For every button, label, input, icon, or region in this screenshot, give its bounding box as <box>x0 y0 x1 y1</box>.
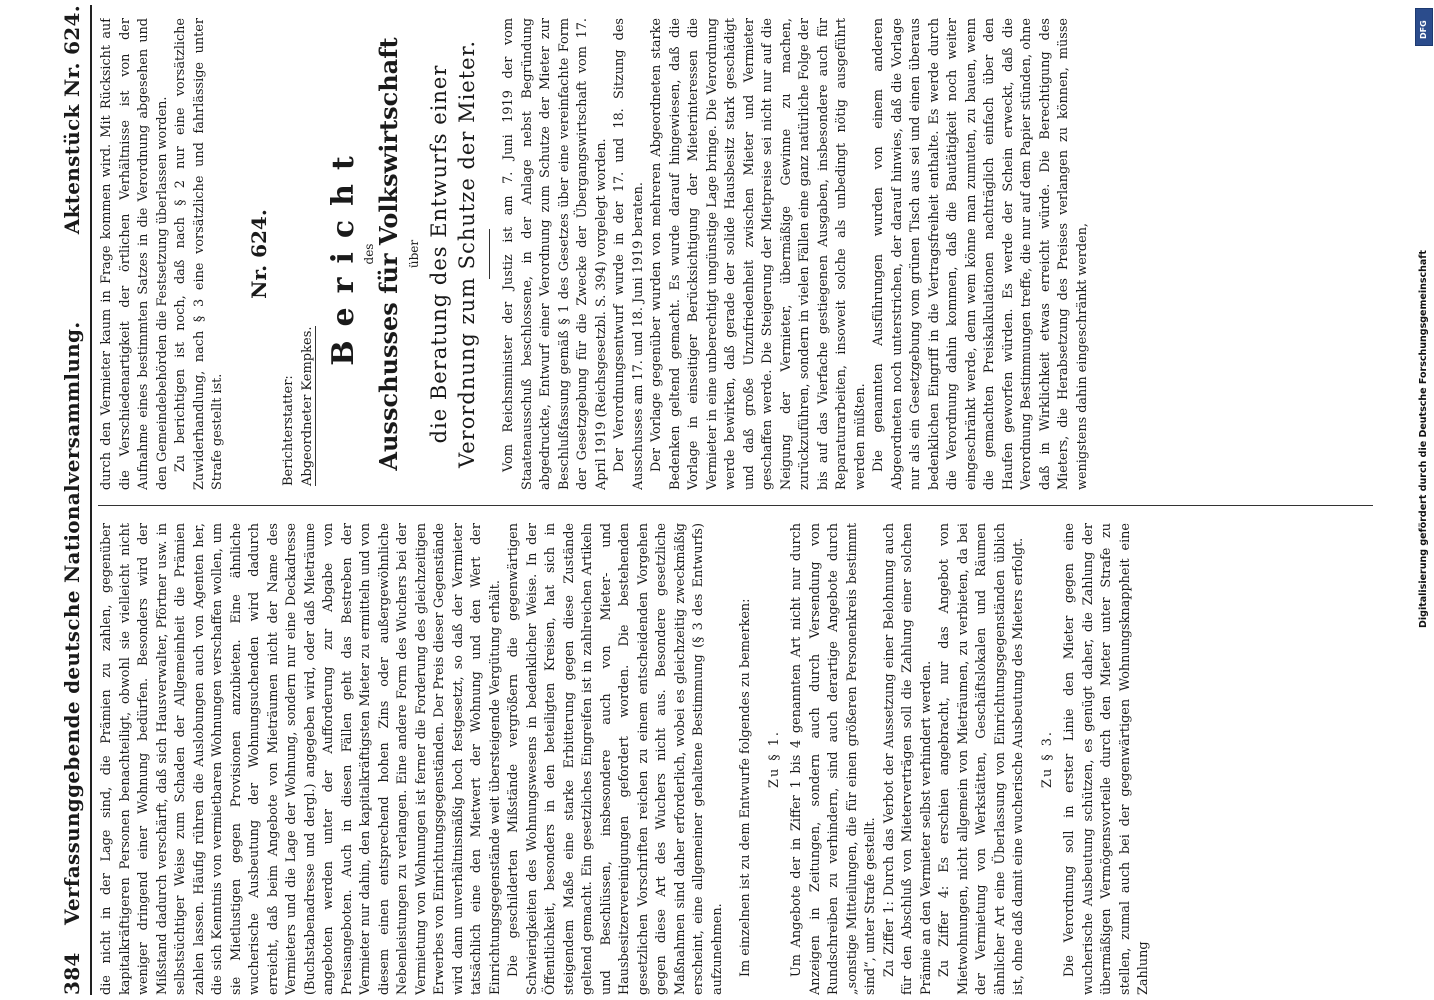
ueber-label: über <box>406 239 421 269</box>
paragraph: Vom Reichsminister der Justiz ist am 7. Juni 1919 der vom Staatenausschuß beschlossene, in der Anlage nebst Begründung abgedruckte, Entwurf einer Verordnung zum Schutze der Mieter zur Beschlußfassung gemäß § 1 des Gesetzes über eine vereinfachte Form der Gesetzgebung für die Zwecke der Übergangswirtschaft vom 17. April 1919 (Reichsgesetzbl. S. 394) vorgelegt worden. <box>501 18 609 490</box>
paragraph: Die Verordnung soll in erster Linie den Mieter gegen eine wucherische Ausbeutung schützen, es genügt daher, die Zahlung der übermäßigen Vermögensvorteile durch den Mieter unter Strafe zu stellen, zumal auch bei der gegenwärtigen Wohnungsknappheit eine Zahlung <box>1062 523 1151 995</box>
dfg-logo-text: DFG <box>1419 20 1428 39</box>
column-divider <box>98 505 1373 506</box>
document-number-heading: Nr. 624. <box>246 209 271 299</box>
header-title: Verfassunggebende deutsche Nationalversammlung. <box>60 321 84 925</box>
paragraph: Der Vorlage gegenüber wurden von mehreren Abgeordneten starke Bedenken geltend gemacht. Es wurde darauf hingewiesen, daß die Vorlage in einseitiger Berücksichtigung der Mieterinteressen die Vermieter in eine unberechtigt ungünstige Lage bringe. Die Verordnung werde bewirken, daß gerade der solide Hausbesitz stark geschädigt und daß große Unzufriedenheit zwischen Mieter und Vermieter geschaffen werde. Die Steigerung der Mietpreise sei nicht nur auf die Neigung der Vermieter, übermäßige Gewinne zu machen, zurückzuführen, sondern in vielen Fällen eine ganz natürliche Folge der bis auf das Vierfache gestiegenen Ausgaben, insbesondere auch für Reparaturarbeiten, insoweit solche als unbedingt nötig ausgeführt werden müßten. <box>649 18 868 490</box>
rotated-page-content <box>60 5 1385 995</box>
berichterstatter-name: Abgeordneter Kempkes. <box>299 326 315 486</box>
digitization-stamp <box>1416 8 1432 628</box>
paragraph: Der Verordnungsentwurf wurde in der 17. und 18. Sitzung des Ausschusses am 17. und 18. Juni 1919 beraten. <box>612 18 646 490</box>
dfg-logo <box>1415 8 1433 46</box>
page-header <box>60 5 88 995</box>
paragraph: Die genannten Ausführungen wurden von einem anderen Abgeordneten noch unterstrichen, der darauf hinwies, daß die Vorlage nur als ein Gesetzgebung vom grünen Tisch aus sei und einen überaus bedenklichen Eingriff in die Vertragsfreiheit enthalte. Es werde durch die Verordnung dahin kommen, daß die Bautätigkeit noch weiter eingeschränkt werde, denn wem könne man zumuten, zu bauen, wenn die gemachten Preiskalkulationen nachträglich einfach über den Haufen geworfen würden. Es werde der Schein erweckt, daß die Verordnung Bestimmungen treffe, die nur auf dem Papier stünden, ohne daß in Wirklichkeit etwas erreicht würde. Die Berechtigung des Mieters, die Herabsetzung des Preises verlangen zu können, müsse wenigstens dahin eingeschränkt werden, <box>871 18 1090 490</box>
right-column <box>98 18 1378 490</box>
des-label: des <box>361 243 376 265</box>
header-aktenstueck: Aktenstück Nr. 624. <box>60 5 84 235</box>
paragraph: Zu Ziffer 4: Es erschien angebracht, nur das Angebot von Mietwohnungen, nicht allgemein von Mieträumen, zu verbieten, da bei der Vermietung von Werkstätten, Geschäftslokalen und Räumen ähnlicher Art eine Überlassung von Einrichtungsgegenständen üblich ist, ohne daß damit eine wucherische Ausbeutung des Mieters erfolgt. <box>937 523 1026 995</box>
bericht-title: Bericht <box>326 142 361 366</box>
paragraph: durch den Vermieter kaum in Frage kommen wird. Mit Rücksicht auf die Verschiedenartigkeit der örtlichen Verhältnisse ist von der Aufnahme eines bestimmten Satzes in die Verordnung abgesehen und den Gemeindebehörden die Festsetzung überlassen worden. <box>99 18 170 490</box>
paragraph: Um Angebote der in Ziffer 1 bis 4 genannten Art nicht nur durch Anzeigen in Zeitungen, sondern auch durch Versendung von Rundschreiben zu verhindern, sind auch derartige Angebote durch „sonstige Mitteilungen, die für einen größeren Personenkreis bestimmt sind“, unter Strafe gestellt. <box>789 523 878 995</box>
digitization-text: Digitalisierung gefördert durch die Deutsche Forschungsgemeinschaft <box>1418 250 1429 628</box>
paragraph: Die geschilderten Mißstände vergrößern die gegenwärtigen Schwierigkeiten des Wohnungswesens in bedenklicher Weise. In der Öffentlichkeit, besonders in den beteiligten Kreisen, hat sich in steigendem Maße eine starke Erbitterung gegen diese Zustände geltend gemacht. Ein gesetzliches Eingreifen ist in zahlreichen Artikeln und Beschlüssen, insbesondere auch von Mieter- und Hausbesitzervereinigungen gefordert worden. Die bestehenden gesetzlichen Vorschriften reichen zu einem entscheidenden Vorgehen gegen diese Art des Wuchers nicht aus. Besondere gesetzliche Maßnahmen sind daher erforderlich, wobei es gleichzeitig zweckmäßig erscheint, eine allgemeiner gehaltene Bestimmung (§ 3 des Entwurfs) aufzunehmen. <box>506 523 725 995</box>
ausschuss-title: Ausschusses für Volkswirtschaft <box>374 37 403 471</box>
header-rule <box>90 5 92 995</box>
paragraph: Zu Ziffer 1: Durch das Verbot der Aussetzung einer Belohnung auch für den Abschluß von Mieterverträgen soll die Zahlung einer solchen Prämie an den Vermieter selbst verhindert werden. <box>881 523 934 995</box>
short-divider <box>489 229 490 279</box>
paragraph: die nicht in der Lage sind, die Prämien zu zahlen, gegenüber kapitalkräftigeren Personen benachteiligt, obwohl sie vielleicht nicht weniger dringend einer Wohnung bedürfen. Besonders wird der Mißstand dadurch verschärft, daß sich Hausverwalter, Pförtner usw. in selbstsüchtiger Weise zum Schaden der Allgemeinheit die Prämien zahlen lassen. Häufig rühren die Auslobungen auch von Agenten her, die sich Kenntnis von vermietbaren Wohnungen verschaffen wollen, um sie Mietlustigen gegen Provisionen anzubieten. Eine ähnliche wucherische Ausbeutung der Wohnungsuchenden wird dadurch erreicht, daß beim Angebote von Mieträumen nicht der Name des Vermieters und die Lage der Wohnung, sondern nur eine Deckadresse (Buchstabenadresse und dergl.) angegeben wird, oder daß Mieträume angeboten werden unter der Aufforderung zur Abgabe von Preisangeboten. Auch in diesen Fällen geht das Bestreben der Vermieter nur dahin, den kapitalkräftigsten Mieter zu ermitteln und von diesem einen entsprechend hohen Zins oder außergewöhnliche Nebenleistungen zu verlangen. Eine andere Form des Wuchers bei der Vermietung von Wohnungen ist ferner die Forderung des gleichzeitigen Erwerbes von Einrichtungsgegenständen. Der Preis dieser Gegenstände wird dann unverhältnismäßig hoch festgesetzt, so daß der Vermieter tatsächlich eine den Mietwert der Wohnung und den Wert der Einrichtungsgegenstände weit übersteigende Vergütung erhält. <box>99 523 503 995</box>
page-number: 384 <box>60 952 84 995</box>
berichterstatter-label: Berichterstatter: <box>281 375 296 486</box>
paragraph: Zu berichtigen ist noch, daß nach § 2 nur eine vorsätzliche Zuwiderhandlung, nach § 3 eine vorsätzliche und fahrlässige unter Strafe gestellt ist. <box>173 18 225 490</box>
section-heading: Zu § 3. <box>1039 730 1055 788</box>
left-column <box>98 523 1378 995</box>
beratung-title: die Beratung des Entwurfs einer Verordnung zum Schutze der Mieter. <box>427 40 479 469</box>
paragraph: Im einzelnen ist zu dem Entwurfe folgendes zu bemerken: <box>738 598 753 977</box>
section-heading: Zu § 1. <box>766 730 782 788</box>
